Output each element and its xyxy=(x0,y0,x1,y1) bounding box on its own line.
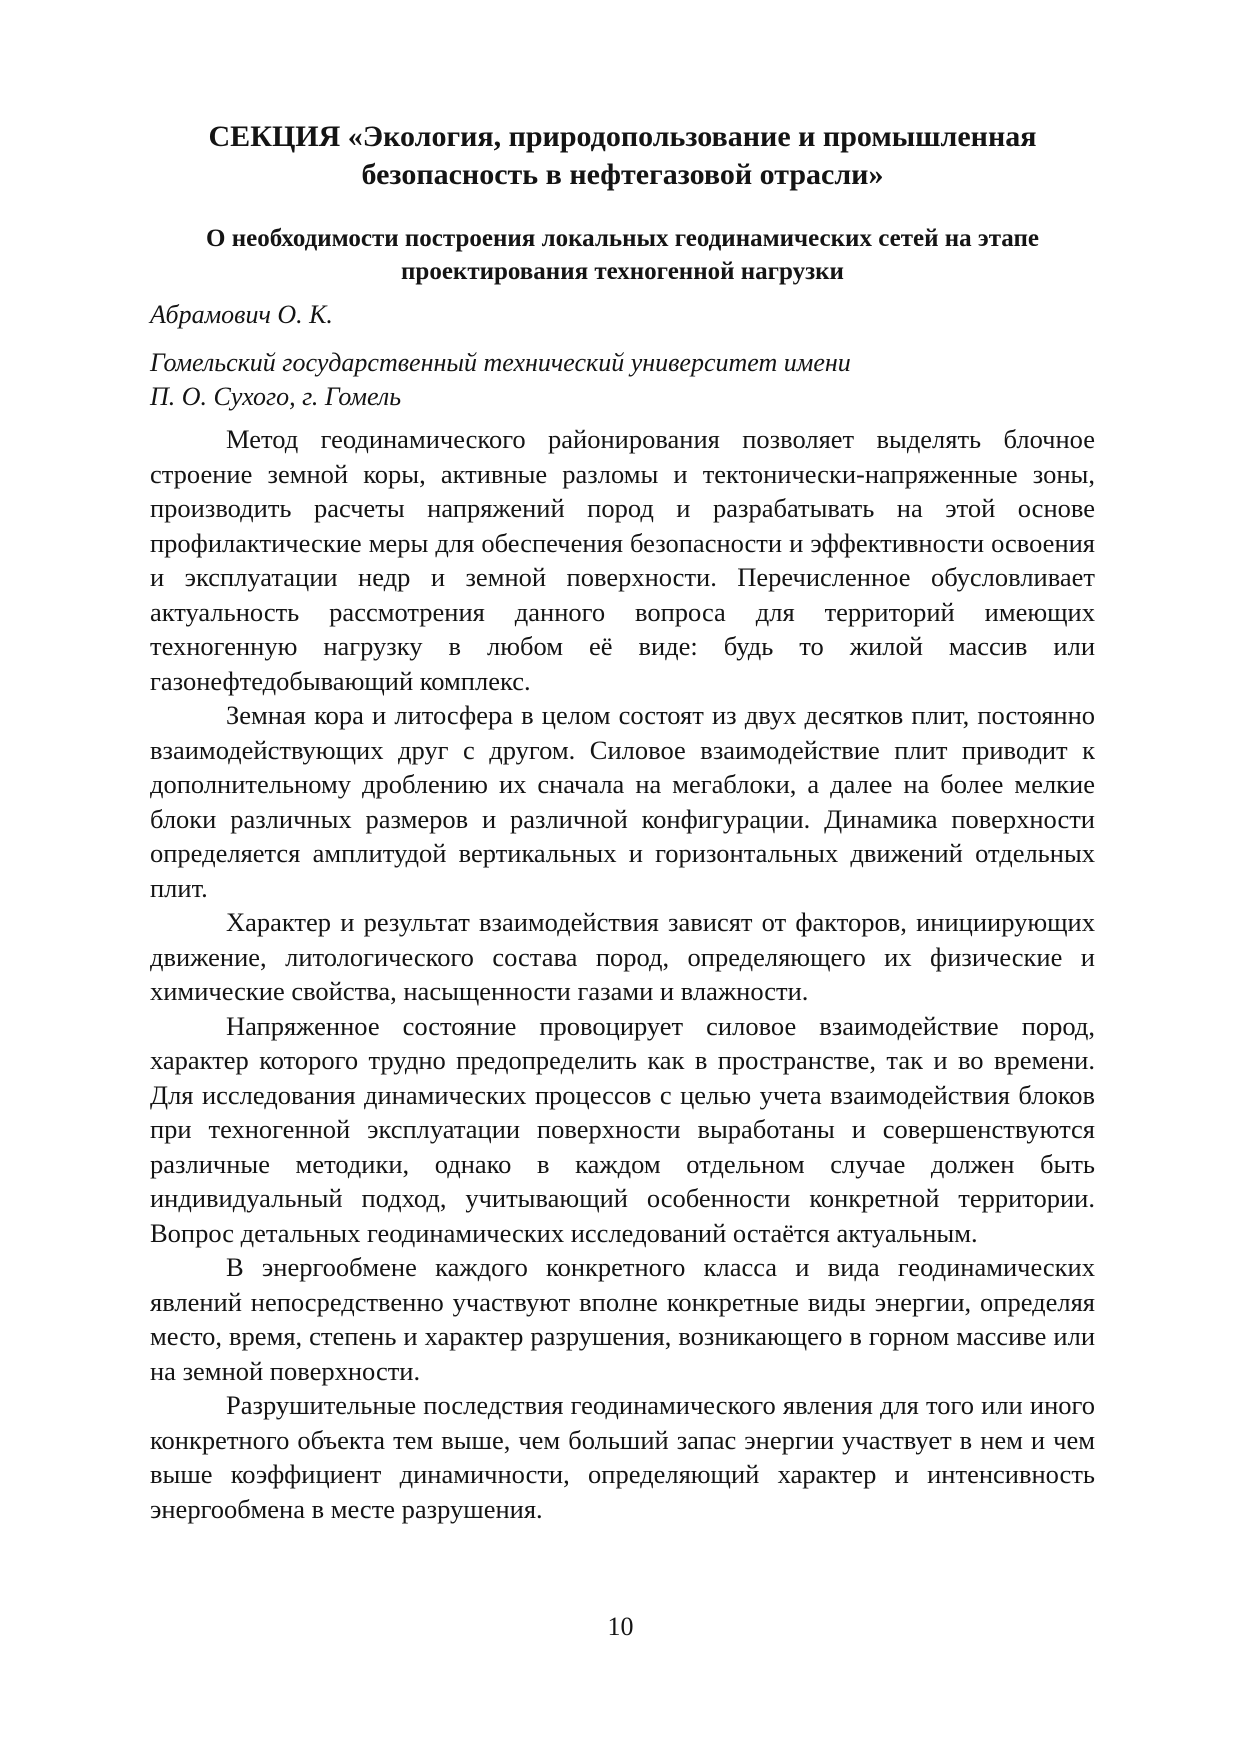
body-paragraph: Напряженное состояние провоцирует силовое взаимодействие пород, характер которого трудно предопределить как в пространстве, так и во времени. Для исследования динамических процессов с целью учета взаимодействия блоков при техногенной эксплуатации поверхности выработаны и совершенствуются различные методики, однако в каждом отдельном случае должен быть индивидуальный подход, учитывающий особенности конкретной территории. Вопрос детальных геодинамических исследований остаётся актуальным. xyxy=(150,1010,1095,1248)
body-paragraph: Разрушительные последствия геодинамического явления для того или иного конкретного объекта тем выше, чем больший запас энергии участвует в нем и чем выше коэффициент динамичности, определяющий характер и интенсивность энергообмена в месте разрушения. xyxy=(150,1390,1095,1524)
section-title: СЕКЦИЯ «Экология, природопользование и промышленная безопасность в нефтегазовой отрасли» xyxy=(208,120,1037,191)
affiliation-line: Гомельский государственный технический университет имени xyxy=(150,348,851,377)
affiliation-line: П. О. Сухого, г. Гомель xyxy=(150,382,402,411)
body-paragraph: В энергообмене каждого конкретного класса и вида геодинамических явлений непосредственно участвуют вполне конкретные виды энергии, определяя место, время, степень и характер разрушения, возникающего в горном массиве или на земной поверхности. xyxy=(150,1252,1095,1386)
body-paragraph: Характер и результат взаимодействия зависят от факторов, инициирующих движение, литологического состава пород, определяющего их физические и химические свойства, насыщенности газами и влажности. xyxy=(150,907,1095,1006)
author-affiliation xyxy=(150,346,1095,414)
article-title: О необходимости построения локальных геодинамических сетей на этапе проектирования техногенной нагрузки xyxy=(206,225,1039,285)
author-name: Абрамович О. К. xyxy=(150,300,333,329)
page-number: 10 xyxy=(607,1612,634,1641)
body-paragraph: Метод геодинамического районирования позволяет выделять блочное строение земной коры, активные разломы и тектонически-напряженные зоны, производить расчеты напряжений пород и разрабатывать на этой основе профилактические меры для обеспечения безопасности и эффективности освоения и эксплуатации недр и земной поверхности. Перечисленное обусловливает актуальность рассмотрения данного вопроса для территорий имеющих техногенную нагрузку в любом её виде: будь то жилой массив или газонефтедобывающий комплекс. xyxy=(150,424,1095,696)
body-paragraph: Земная кора и литосфера в целом состоят из двух десятков плит, постоянно взаимодействующих друг с другом. Силовое взаимодействие плит приводит к дополнительному дроблению их сначала на мегаблоки, а далее на более мелкие блоки различных размеров и различной конфигурации. Динамика поверхности определяется амплитудой вертикальных и горизонтальных движений отдельных плит. xyxy=(150,700,1095,903)
article-body xyxy=(150,422,1095,1526)
page-content xyxy=(150,118,1095,1526)
